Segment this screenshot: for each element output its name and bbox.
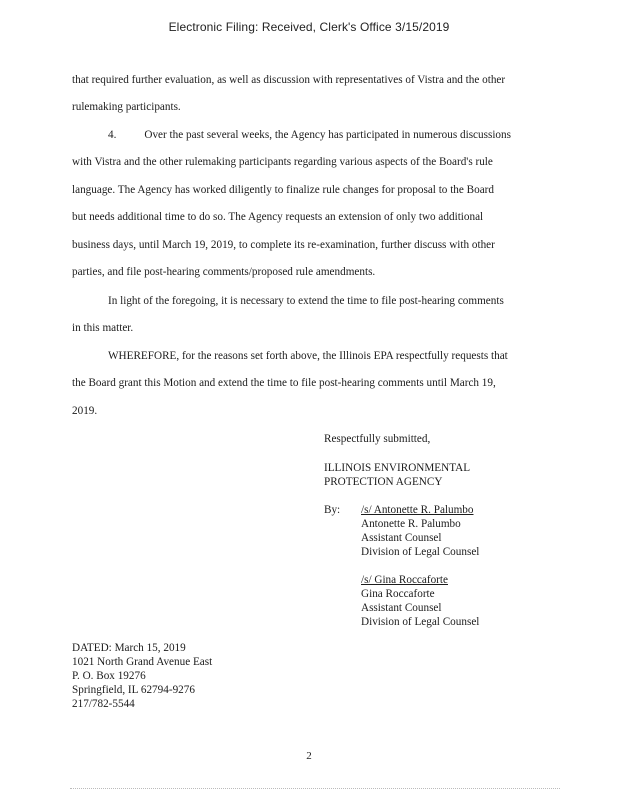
page-number: 2 <box>306 750 312 762</box>
signer-2-name: Gina Roccaforte <box>361 588 435 600</box>
signer-1-name: Antonette R. Palumbo <box>361 518 461 530</box>
scan-artifact-divider <box>70 788 560 790</box>
signer-1-signature: /s/ Antonette R. Palumbo <box>361 504 474 516</box>
agency-name-line-2: PROTECTION AGENCY <box>324 476 443 488</box>
text-line: language. The Agency has worked diligently to finalize rule changes for proposal to the Board <box>72 184 494 196</box>
agency-name-line-1: ILLINOIS ENVIRONMENTAL <box>324 462 471 474</box>
text-line: 2019. <box>72 405 98 417</box>
text-line: that required further evaluation, as well as discussion with representatives of Vistra and the other <box>72 74 506 86</box>
signer-2-title: Assistant Counsel <box>361 602 442 614</box>
address-line-2: P. O. Box 19276 <box>72 670 146 682</box>
text-line: WHEREFORE, for the reasons set forth above, the Illinois EPA respectfully requests that <box>108 350 508 362</box>
text-line: but needs additional time to do so. The Agency requests an extension of only two additional <box>72 211 484 223</box>
text-line: parties, and file post-hearing comments/proposed rule amendments. <box>72 266 376 278</box>
dated-line: DATED: March 15, 2019 <box>72 642 186 654</box>
text-line: with Vistra and the other rulemaking participants regarding various aspects of the Board's rule <box>72 156 493 168</box>
address-line-1: 1021 North Grand Avenue East <box>72 656 213 668</box>
text-line: business days, until March 19, 2019, to complete its re-examination, further discuss with other <box>72 239 495 251</box>
address-line-3: Springfield, IL 62794-9276 <box>72 684 195 696</box>
closing: Respectfully submitted, <box>324 433 431 445</box>
text-line: 4. Over the past several weeks, the Agency has participated in numerous discussions <box>108 129 511 141</box>
text-line: in this matter. <box>72 322 134 334</box>
signer-1-title: Assistant Counsel <box>361 532 442 544</box>
text-line: In light of the foregoing, it is necessary to extend the time to file post-hearing comments <box>108 295 504 307</box>
electronic-filing-stamp: Electronic Filing: Received, Clerk's Office 3/15/2019 <box>168 20 450 34</box>
signer-2-signature: /s/ Gina Roccaforte <box>361 574 448 586</box>
signer-1-division: Division of Legal Counsel <box>361 546 480 558</box>
by-label: By: <box>324 504 341 516</box>
phone-line: 217/782-5544 <box>72 698 135 710</box>
text-line: the Board grant this Motion and extend the time to file post-hearing comments until March 19, <box>72 377 496 389</box>
text-line: rulemaking participants. <box>72 101 181 113</box>
signer-2-division: Division of Legal Counsel <box>361 616 480 628</box>
